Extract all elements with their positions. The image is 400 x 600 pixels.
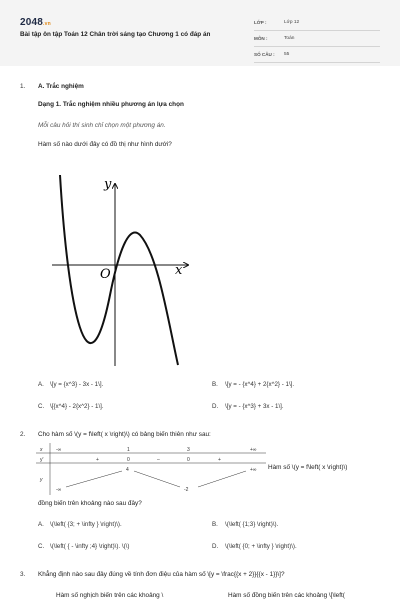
option-a-text[interactable]: Hàm số nghịch biến trên các khoảng \ <box>56 592 164 599</box>
option-b-text[interactable]: Hàm số đồng biến trên các khoảng \[\left( <box>228 592 345 599</box>
meta-value: Lớp 12 <box>284 20 300 26</box>
logo-main: 2048 <box>20 17 44 28</box>
meta-value: Toán <box>284 36 295 42</box>
x-axis-label: x <box>175 263 183 278</box>
question-continuation: đồng biến trên khoảng nào sau đây? <box>38 500 142 507</box>
y-value: -2 <box>184 487 189 493</box>
option-c-text[interactable]: \[{x^4} - 2{x^2} - 1\]. <box>50 403 104 410</box>
meta-row-class <box>254 17 380 31</box>
instruction: Mỗi câu hỏi thí sinh chỉ chọn một phương án. <box>38 122 166 129</box>
option-b-text[interactable]: \[y = - {x^4} + 2{x^2} - 1\]. <box>225 381 295 388</box>
question-text: Khẳng định nào sau đây đúng về tính đơn điệu của hàm số \[y = \frac{{x + 2}}{{x - 1}}\]? <box>38 571 285 578</box>
origin-label: O <box>100 267 111 282</box>
sign-value: + <box>218 457 221 463</box>
y-axis-label: y <box>104 177 112 192</box>
option-a-text[interactable]: \(\left( {3; + \infty } \right)\). <box>50 521 122 528</box>
option-d-text[interactable]: \[y = - {x^3} + 3x - 1\]. <box>225 403 284 410</box>
option-a-label[interactable]: A. <box>38 381 44 388</box>
sign-value: 0 <box>187 457 190 463</box>
x-value: -∞ <box>56 447 62 453</box>
sign-value: + <box>96 457 99 463</box>
row-label-yprime: y' <box>40 457 44 463</box>
y-value: 4 <box>126 467 129 473</box>
meta-row-count <box>254 49 380 63</box>
x-value: 1 <box>127 447 130 453</box>
option-c-label[interactable]: C. <box>38 403 45 410</box>
document-meta <box>254 17 380 65</box>
question-text: Cho hàm số \(y = f\left( x \right)\) có bảng biến thiên như sau: <box>38 431 211 438</box>
meta-label: LỚP : <box>254 20 267 26</box>
option-c-text[interactable]: \(\left( { - \infty ;4} \right)\). \(\) <box>50 543 130 550</box>
y-value: -∞ <box>56 487 62 493</box>
increase-arrow <box>66 471 122 487</box>
increase-arrow <box>198 471 246 487</box>
x-value: +∞ <box>250 447 257 453</box>
option-a-text[interactable]: \[y = {x^3} - 3x - 1\]. <box>50 381 104 388</box>
graph-curve <box>60 175 178 365</box>
sign-value: 0 <box>127 457 130 463</box>
question-number: 3. <box>20 571 26 578</box>
option-d-label[interactable]: D. <box>212 543 219 550</box>
logo-suffix: .vn <box>43 21 51 27</box>
section-title: A. Trắc nghiệm <box>38 83 84 90</box>
meta-row-subject <box>254 33 380 47</box>
question-text: Hàm số nào dưới đây có đồ thị như hình dưới? <box>38 141 172 148</box>
question-number: 1. <box>20 83 26 90</box>
variation-table <box>36 443 266 495</box>
decrease-arrow <box>134 471 180 487</box>
function-graph <box>40 170 200 370</box>
x-value: 3 <box>187 447 190 453</box>
y-value: +∞ <box>250 467 257 473</box>
option-b-text[interactable]: \(\left( {1;3} \right)\). <box>225 521 279 528</box>
option-d-text[interactable]: \(\left( {0; + \infty } \right)\). <box>225 543 297 550</box>
site-logo[interactable] <box>20 16 51 30</box>
meta-label: MÔN : <box>254 36 268 42</box>
meta-value: 55 <box>284 52 290 58</box>
option-c-label[interactable]: C. <box>38 543 45 550</box>
page-header <box>0 0 400 66</box>
document-title: Bài tập ôn tập Toán 12 Chân trời sáng tạo Chương 1 có đáp án <box>20 31 211 38</box>
row-label-x: x <box>40 447 43 453</box>
option-d-label[interactable]: D. <box>212 403 219 410</box>
question-tail: Hàm số \(y = f\left( x \right)\) <box>268 464 348 471</box>
question-number: 2. <box>20 431 26 438</box>
sign-value: – <box>157 457 160 463</box>
question-type: Dạng 1. Trắc nghiệm nhiều phương án lựa chọn <box>38 101 184 108</box>
option-b-label[interactable]: B. <box>212 521 218 528</box>
option-b-label[interactable]: B. <box>212 381 218 388</box>
option-a-label[interactable]: A. <box>38 521 44 528</box>
meta-label: SỐ CÂU : <box>254 52 275 58</box>
row-label-y: y <box>40 477 43 483</box>
